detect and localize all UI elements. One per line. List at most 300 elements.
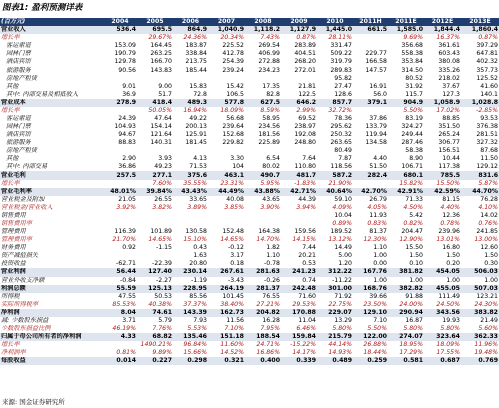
table-row	[0, 357, 499, 365]
table-row	[0, 309, 499, 317]
table-cell: 17.02%	[436, 106, 460, 114]
table-cell: 412.78	[222, 50, 244, 58]
table-cell: 80.02	[262, 163, 280, 171]
table-cell: 864.9	[173, 26, 208, 34]
table-cell: 28.11%	[328, 34, 352, 42]
table-cell	[137, 220, 173, 228]
table-cell: 33.65	[189, 195, 207, 203]
table-cell	[137, 252, 173, 260]
table-cell: 71.60	[298, 292, 316, 300]
table-row	[0, 115, 499, 123]
table-cell: 151.18	[208, 333, 245, 341]
row-label: 增长率	[1, 341, 20, 349]
table-cell: 1490.21%	[140, 341, 172, 349]
table-cell: 24.00%	[399, 300, 423, 308]
table-cell: 1.50	[409, 252, 423, 260]
table-cell: 509.22	[330, 50, 352, 58]
table-row	[0, 163, 499, 171]
row-label: 客运索道	[6, 42, 31, 50]
table-cell: 106.71	[401, 163, 423, 171]
table-cell: 381.82	[388, 268, 424, 276]
table-cell: 117.38	[438, 163, 460, 171]
table-cell: 19.93	[442, 316, 460, 324]
table-cell: 904.9	[388, 99, 424, 107]
table-cell: 24.36%	[183, 34, 207, 42]
table-cell: 166.70	[150, 58, 172, 66]
table-cell: 357.73	[476, 66, 498, 74]
table-cell: -1.19	[190, 276, 207, 284]
table-cell: 42.70%	[353, 188, 388, 196]
column-header: 2011H	[353, 18, 388, 26]
table-row	[0, 301, 499, 309]
table-row	[0, 91, 499, 99]
table-cell: 267.61	[208, 268, 245, 276]
table-cell: 49.23	[154, 163, 172, 171]
table-cell: 278.9	[103, 99, 137, 107]
table-cell: 5.80%	[440, 325, 460, 332]
header-row	[0, 18, 499, 26]
table-cell: 5.60%	[478, 325, 498, 332]
table-row	[0, 277, 499, 285]
table-cell: 119.94	[365, 131, 387, 139]
table-cell: 156.51	[438, 147, 460, 155]
table-row	[0, 204, 499, 212]
table-cell: 343.56	[424, 309, 461, 317]
table-cell: 283.89	[294, 42, 316, 50]
table-cell: 0.321	[208, 357, 245, 365]
table-cell: 42.91%	[388, 188, 424, 196]
column-header: 2008	[245, 18, 281, 26]
table-cell: 695.5	[137, 26, 173, 34]
table-cell	[103, 220, 137, 228]
table-cell: 2.90	[122, 155, 136, 163]
table-cell: 1,445.0	[317, 26, 353, 34]
column-header: 2013E	[461, 18, 499, 26]
table-cell: 129.12	[476, 163, 498, 171]
table-cell: 312.22	[317, 268, 353, 276]
table-cell: -1.83%	[294, 179, 316, 187]
column-header: 2010	[317, 18, 353, 26]
table-cell: 36.86	[118, 163, 136, 171]
table-cell: 3.82%	[152, 203, 172, 211]
table-cell: 164.38	[258, 228, 280, 236]
table-cell: 24.39	[118, 114, 136, 122]
table-cell: 13.29	[334, 316, 352, 324]
table-cell	[245, 220, 281, 228]
table-cell: 218.02	[438, 74, 460, 82]
table-cell: 0.10	[409, 260, 423, 268]
table-cell: 353.84	[401, 58, 423, 66]
table-cell: 241.85	[476, 228, 498, 236]
table-cell: 9.69%	[403, 34, 423, 42]
table-row	[0, 180, 499, 188]
table-cell: 16.37%	[436, 34, 460, 42]
row-label: 房地产租赁	[6, 147, 37, 155]
table-cell: 0.298	[173, 357, 208, 365]
table-cell: 15.42	[226, 82, 244, 90]
table-cell	[103, 75, 137, 83]
table-cell: 7.44	[302, 244, 316, 252]
table-cell: 418.4	[137, 99, 173, 107]
table-cell: 0.76%	[478, 219, 498, 227]
row-label: 投资收益	[1, 260, 26, 268]
source-note: 来源: 国金证券研究所	[2, 398, 65, 406]
table-cell: 26.79	[369, 195, 387, 203]
table-cell: 189.52	[330, 228, 352, 236]
table-cell: 603.43	[438, 50, 460, 58]
table-cell: 13.01%	[436, 236, 460, 244]
table-row	[0, 196, 499, 204]
table-cell: 14.70%	[256, 236, 280, 244]
table-cell: 3.85%	[224, 203, 244, 211]
table-cell: 454.05	[424, 268, 461, 276]
table-cell: 0.87%	[296, 34, 316, 42]
table-cell: 0.43	[193, 244, 207, 252]
table-cell: 115.7	[405, 90, 423, 98]
table-cell	[208, 220, 245, 228]
table-cell: 147.57	[365, 66, 387, 74]
row-label: 营业毛利	[0, 171, 103, 179]
table-cell: 0.489	[317, 357, 353, 365]
table-cell	[353, 180, 388, 188]
table-cell: 48.01%	[103, 188, 137, 196]
row-label: 园林门票	[6, 50, 31, 58]
table-cell: 0.81%	[116, 349, 136, 357]
table-cell: 14.65%	[148, 236, 172, 244]
table-cell: 15.83	[189, 82, 207, 90]
table-cell: 44.14%	[328, 341, 352, 349]
table-cell: 857.7	[317, 99, 353, 107]
row-label: 营业外收支净额	[1, 276, 45, 284]
table-cell: 215.79	[317, 333, 353, 341]
column-header: 2004	[103, 18, 137, 26]
column-header: 2009	[281, 18, 317, 26]
table-cell: 12.90%	[399, 236, 423, 244]
table-cell	[173, 75, 208, 83]
table-cell: 129.78	[114, 58, 136, 66]
table-cell: 0.339	[281, 357, 317, 365]
table-cell: 51.7	[158, 90, 172, 98]
table-cell: 338.84	[185, 50, 207, 58]
row-label: 营业毛利率	[0, 188, 103, 196]
table-cell: 383.82	[461, 309, 499, 317]
row-label: 营业税金/营业收入	[1, 203, 53, 211]
table-cell: -62.71	[116, 260, 136, 268]
unit-label: (百万元)	[0, 18, 103, 26]
table-cell: 323.64	[424, 333, 461, 341]
table-cell: 143.39	[173, 309, 208, 317]
table-cell: 16.28	[262, 316, 280, 324]
table-cell: 87.68	[480, 147, 498, 155]
table-cell: 23.50%	[363, 300, 387, 308]
table-cell: 46.19%	[112, 325, 136, 332]
table-cell: 331.47	[330, 42, 352, 50]
table-cell: 37.37%	[183, 300, 207, 308]
table-cell: 380.08	[438, 58, 460, 66]
table-cell: 7.10%	[224, 325, 244, 332]
table-cell: 9.89%	[152, 349, 172, 357]
table-cell: 68.82	[137, 333, 173, 341]
table-cell: 74.61	[137, 309, 173, 317]
table-cell: 404.51	[294, 50, 316, 58]
table-cell: 3.89%	[187, 203, 207, 211]
table-cell: 159.56	[294, 228, 316, 236]
table-cell: 14.65%	[220, 236, 244, 244]
table-cell: 234.56	[258, 123, 280, 131]
table-cell: 16.91	[369, 82, 387, 90]
table-cell: 661.5	[353, 26, 388, 34]
table-cell	[245, 75, 281, 83]
table-cell: 327.32	[476, 139, 498, 147]
table-cell: 0.400	[245, 357, 281, 365]
table-cell: 8.90	[409, 155, 423, 163]
table-cell: 6.46%	[296, 325, 316, 332]
table-cell	[208, 147, 245, 155]
table-cell: 265.24	[438, 131, 460, 139]
table-cell: 32.72%	[328, 106, 352, 114]
table-cell: 18.44%	[363, 349, 387, 357]
table-cell: 116.39	[114, 228, 136, 236]
table-cell: 455.05	[424, 285, 461, 293]
page-title: 图表1: 盈利预测详表	[2, 3, 83, 13]
table-cell: 143.83	[150, 66, 172, 74]
table-cell: 50.05%	[148, 106, 172, 114]
table-cell: 1,118.2	[245, 26, 281, 34]
row-label: 所得税	[1, 292, 20, 300]
table-cell: 680.1	[388, 171, 424, 179]
table-cell	[353, 75, 388, 83]
table-cell: 5.50%	[403, 106, 423, 114]
table-cell	[208, 75, 245, 83]
table-row	[0, 244, 499, 252]
table-cell	[281, 147, 317, 155]
table-cell: 71.53	[189, 163, 207, 171]
table-cell: 21.81	[298, 82, 316, 90]
table-cell: 8.04	[103, 309, 137, 317]
table-cell: 58.38	[405, 147, 423, 155]
table-cell: 239.24	[222, 66, 244, 74]
table-cell: 4.40	[373, 155, 387, 163]
table-cell: 7.76%	[152, 325, 172, 332]
table-cell: 7.43%	[260, 34, 280, 42]
table-cell: 295.62	[330, 123, 352, 131]
table-row	[0, 34, 499, 42]
table-cell: 21.70%	[112, 236, 136, 244]
table-cell: 111.49	[438, 292, 460, 300]
table-cell: 106.5	[226, 90, 244, 98]
table-cell: 0.581	[388, 357, 424, 365]
table-cell: 130.58	[185, 228, 207, 236]
table-cell: 506.03	[461, 268, 499, 276]
table-cell: 181.56	[258, 131, 280, 139]
table-cell: 14.93%	[328, 349, 352, 357]
table-cell: 44.49%	[208, 188, 245, 196]
table-cell: 0.92	[122, 244, 136, 252]
table-cell: 81.15	[442, 195, 460, 203]
table-cell: 85.53%	[112, 300, 136, 308]
table-cell: -0.84	[119, 276, 136, 284]
table-cell: -0.78	[263, 260, 280, 268]
table-cell: 181.45	[185, 139, 207, 147]
table-cell: 44.70%	[461, 188, 499, 196]
table-cell: 5.79	[158, 316, 172, 324]
table-cell: 81.37	[369, 228, 387, 236]
table-row	[0, 228, 499, 236]
table-cell: 3.30	[230, 155, 244, 163]
table-cell: 1.82	[266, 244, 280, 252]
table-cell: 27.47	[334, 82, 352, 90]
table-row	[0, 252, 499, 260]
table-cell: 1,028.8	[461, 99, 499, 107]
table-cell: 125.13	[137, 285, 173, 293]
table-cell: 0.82%	[403, 219, 423, 227]
table-cell: 7.93	[193, 316, 207, 324]
table-row	[0, 171, 499, 179]
table-cell: 4.50%	[403, 203, 423, 211]
table-cell: 18.09%	[220, 106, 244, 114]
table-row	[0, 349, 499, 357]
table-cell: 121.64	[150, 131, 172, 139]
table-cell: 627.5	[245, 99, 281, 107]
table-cell: 4.10%	[478, 203, 498, 211]
table-cell: 319.79	[330, 58, 352, 66]
table-cell: 78.36	[334, 114, 352, 122]
table-cell: 200.13	[185, 123, 207, 131]
table-cell: 39.84%	[137, 188, 173, 196]
table-cell: 134.58	[365, 139, 387, 147]
row-label: 营业利润	[0, 268, 103, 276]
table-cell: 234.23	[258, 66, 280, 74]
table-cell: 248.80	[294, 139, 316, 147]
table-row	[0, 268, 499, 276]
row-label: 归属于母公司所有者的净利润	[0, 333, 103, 341]
table-cell: 7.64	[302, 155, 316, 163]
row-label: 减: 少数股东损益	[1, 316, 49, 324]
table-cell: 1.00	[446, 276, 460, 284]
table-cell: 16.94%	[183, 106, 207, 114]
table-cell: 306.77	[438, 139, 460, 147]
table-cell: 135.46	[173, 333, 208, 341]
table-cell: -15.22%	[290, 341, 316, 349]
table-cell: 5.53%	[187, 325, 207, 332]
table-cell: 536.4	[103, 26, 137, 34]
table-cell: -0.26	[263, 276, 280, 284]
table-cell: 1,127.9	[281, 26, 317, 34]
table-cell: 14.52%	[220, 349, 244, 357]
row-label: 酒店宾馆	[6, 131, 31, 139]
table-cell: 44.39	[298, 195, 316, 203]
row-label: 管理费用	[1, 228, 26, 236]
table-cell: 21.05	[118, 195, 136, 203]
table-cell: 290.94	[388, 309, 424, 317]
table-cell: 56.0	[373, 90, 387, 98]
table-cell: -3.43	[227, 276, 244, 284]
row-label: 每股收益	[0, 357, 103, 365]
table-row	[0, 188, 499, 196]
table-cell: 2.99%	[296, 106, 316, 114]
row-label: 利润总额	[0, 285, 103, 293]
table-cell: 7.87	[338, 155, 352, 163]
table-cell: -1.15	[155, 244, 172, 252]
table-cell: 122.5	[298, 90, 316, 98]
table-cell: 188.54	[245, 333, 281, 341]
table-cell: 3.17	[230, 252, 244, 260]
table-cell: 0.769	[461, 357, 499, 365]
table-cell: 185.44	[185, 66, 207, 74]
row-label: 客运索道	[6, 114, 31, 122]
table-cell: 263.25	[150, 50, 172, 58]
table-cell: 7.95%	[260, 325, 280, 332]
row-label: 营业税金及附加	[1, 195, 45, 203]
table-cell: 10.44	[442, 155, 460, 163]
table-cell: 162.73	[208, 309, 245, 317]
table-cell: 76.28	[480, 195, 498, 203]
table-cell: 17.29%	[399, 349, 423, 357]
table-cell: 88.85	[442, 114, 460, 122]
table-cell: 1.00	[373, 252, 387, 260]
table-cell: 0.53	[302, 260, 316, 268]
table-cell: 43.43%	[173, 188, 208, 196]
table-cell: 96.84%	[183, 341, 207, 349]
table-cell: 481.7	[281, 171, 317, 179]
table-row	[0, 131, 499, 139]
table-cell: 4.33	[103, 333, 137, 341]
table-cell: 125.91	[185, 131, 207, 139]
table-cell: 11.50	[480, 155, 498, 163]
table-row	[0, 236, 499, 244]
row-label: 销售费用	[1, 211, 26, 219]
table-cell: 159.84	[281, 333, 317, 341]
table-cell: 230.14	[173, 268, 208, 276]
table-cell: 785.5	[424, 171, 461, 179]
table-cell: 14.02	[480, 211, 498, 219]
column-header: 2006	[173, 18, 208, 26]
table-cell: 335.26	[438, 66, 460, 74]
column-header: 2005	[137, 18, 173, 26]
table-cell: 5.80%	[403, 325, 423, 332]
table-cell: 5.50%	[367, 325, 387, 332]
table-cell	[353, 34, 388, 42]
table-cell: 7.60%	[152, 179, 172, 187]
table-cell: 463.1	[208, 171, 245, 179]
table-cell: 269.54	[258, 42, 280, 50]
table-cell: -2.27	[155, 276, 172, 284]
table-cell: 831.6	[461, 171, 499, 179]
table-cell: 16.87	[405, 316, 423, 324]
table-cell: 35.55%	[183, 179, 207, 187]
table-cell: 239.64	[222, 123, 244, 131]
table-cell: 16.80	[442, 244, 460, 252]
table-cell: 402.32	[476, 58, 498, 66]
table-cell: 190.79	[114, 50, 136, 58]
row-label: 其他	[6, 82, 19, 90]
table-cell: 213.75	[185, 58, 207, 66]
table-cell: 24.50%	[436, 300, 460, 308]
table-cell: 254.39	[222, 58, 244, 66]
table-row	[0, 26, 499, 34]
table-cell: 14.49	[334, 244, 352, 252]
table-cell: 94.67	[118, 131, 136, 139]
table-cell: 56.68	[226, 114, 244, 122]
table-cell: 29.53%	[292, 300, 316, 308]
table-cell: 80.52	[405, 74, 423, 82]
row-label: 净利润	[0, 309, 103, 317]
table-cell: 101.45	[222, 292, 244, 300]
table-cell: 15.10%	[183, 236, 207, 244]
table-cell: 11.04	[298, 316, 316, 324]
table-cell: 40.64%	[317, 188, 353, 196]
table-cell: 168.76	[353, 285, 388, 293]
